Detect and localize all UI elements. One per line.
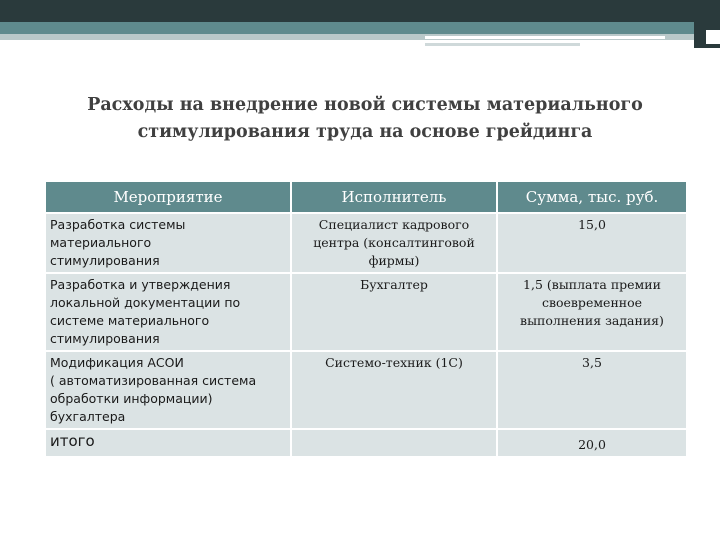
cell-line: локальной документации по [50, 295, 241, 310]
decorative-banner [0, 0, 720, 48]
slide-title-line-2: стимулирования труда на основе грейдинга [137, 122, 593, 142]
cell-executor [292, 274, 496, 350]
cell-line: стимулирования [50, 253, 160, 268]
total-executor [292, 430, 496, 456]
total-amount: 20,0 [498, 430, 686, 456]
cell-line: Бухгалтер [360, 277, 428, 292]
slide-title-line-1: Расходы на внедрение новой системы материального [87, 95, 643, 115]
cell-line: Системо-техник (1С) [325, 355, 463, 370]
cell-line: своевременное [541, 295, 643, 310]
cell-line: бухгалтера [50, 409, 126, 424]
cell-line: обработки информации) [50, 391, 213, 406]
cell-line: 15,0 [578, 217, 606, 232]
cell-line: Модификация АСОИ [50, 355, 184, 370]
cell-line: ( автоматизированная система [50, 373, 257, 388]
banner-corner-notch [706, 30, 720, 44]
table-row [46, 274, 686, 350]
table-header-row [46, 182, 686, 212]
table-row [46, 352, 686, 428]
cell-executor [292, 214, 496, 272]
header-event: Мероприятие [46, 182, 290, 212]
cell-line: 1,5 (выплата премии [523, 277, 661, 292]
cell-amount [498, 274, 686, 350]
banner-accent-line [425, 36, 665, 39]
cell-event [46, 352, 290, 428]
cell-line: выполнения задания) [520, 313, 664, 328]
cell-line: стимулирования [50, 331, 160, 346]
total-label: итого [46, 430, 290, 456]
cell-line: Разработка и утверждения [50, 277, 231, 292]
banner-dark-stripe [0, 0, 720, 22]
cell-executor [292, 352, 496, 428]
cell-line: Разработка системы [50, 217, 186, 232]
cell-line: 3,5 [582, 355, 602, 370]
cell-event [46, 214, 290, 272]
cell-amount [498, 214, 686, 272]
slide-title [40, 92, 690, 146]
table-total-row [46, 430, 686, 456]
table-row [46, 214, 686, 272]
cell-event [46, 274, 290, 350]
cell-line: системе материального [50, 313, 210, 328]
banner-teal-stripe [0, 22, 720, 34]
cell-line: центра (консалтинговой [313, 235, 475, 250]
cell-line: Специалист кадрового [318, 217, 470, 232]
header-executor: Исполнитель [292, 182, 496, 212]
cell-amount [498, 352, 686, 428]
cell-line: фирмы) [368, 253, 420, 268]
cell-line: материального [50, 235, 152, 250]
banner-accent-underline [425, 43, 580, 46]
header-amount: Сумма, тыс. руб. [498, 182, 686, 212]
costs-table [44, 180, 688, 458]
